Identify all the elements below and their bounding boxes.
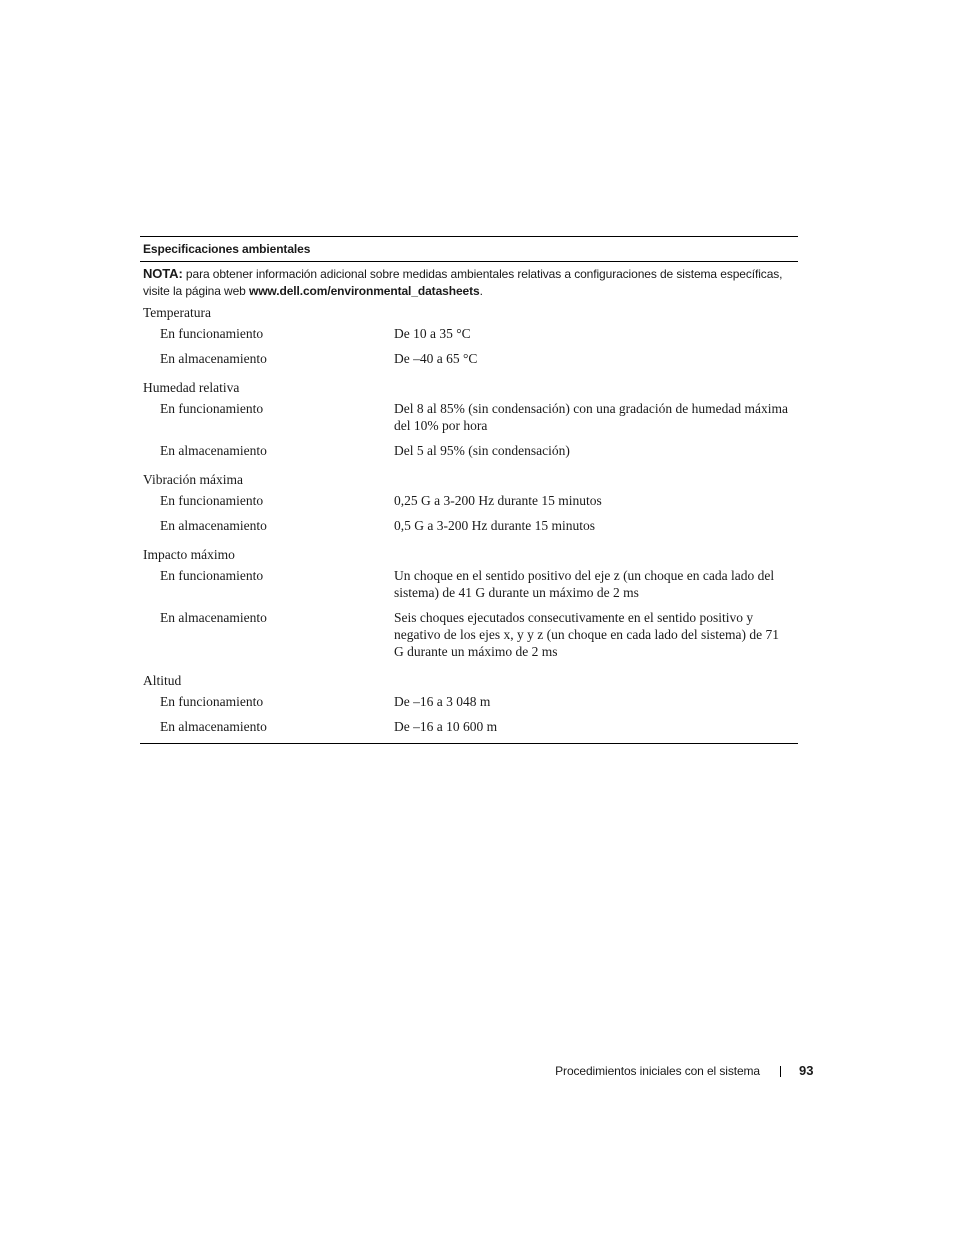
section-title: Altitud [143, 673, 182, 688]
table-row [140, 517, 798, 542]
section-title: Impacto máximo [143, 547, 235, 562]
row-label: En almacenamiento [160, 518, 267, 533]
table-title: Especificaciones ambientales [140, 237, 798, 262]
section-title: Temperatura [143, 305, 212, 320]
row-value: 0,5 G a 3-200 Hz durante 15 minutos [394, 518, 595, 533]
table-row [140, 567, 798, 609]
environmental-specs-table [140, 236, 798, 744]
row-value: Seis choques ejecutados consecutivamente en el sentido positivo y negativo de los ejes x, y y z (un choque en cada lado del sistema) de 71 G durante un máximo de 2 ms [394, 610, 780, 659]
row-label: En funcionamiento [160, 493, 264, 508]
row-value: Del 8 al 85% (sin condensación) con una gradación de humedad máxima del 10% por hora [394, 401, 788, 433]
table-row [140, 442, 798, 467]
section-vibracion-maxima [140, 467, 798, 542]
row-label: En funcionamiento [160, 568, 264, 583]
table-row [140, 693, 798, 718]
section-temperatura [140, 300, 798, 375]
table-row [140, 492, 798, 517]
section-title: Humedad relativa [143, 380, 240, 395]
row-value: Del 5 al 95% (sin condensación) [394, 443, 570, 458]
table-row [140, 325, 798, 350]
row-value: De 10 a 35 °C [394, 326, 471, 341]
section-title: Vibración máxima [143, 472, 244, 487]
footer-title: Procedimientos iniciales con el sistema [555, 1064, 760, 1078]
row-value: Un choque en el sentido positivo del eje z (un choque en cada lado del sistema) de 41 G durante un máximo de 2 ms [394, 568, 775, 600]
section-altitud [140, 668, 798, 743]
row-label: En almacenamiento [160, 610, 267, 625]
table-row [140, 400, 798, 442]
page-number: 93 [799, 1063, 814, 1078]
note-label: NOTA: [143, 266, 183, 281]
note-url: www.dell.com/environmental_datasheets [248, 284, 480, 298]
note-text: para obtener información adicional sobre medidas ambientales relativas a configuraciones de sistema específicas, visite la página web [143, 267, 783, 298]
row-label: En almacenamiento [160, 351, 267, 366]
row-value: De –16 a 3 048 m [394, 694, 491, 709]
row-label: En almacenamiento [160, 443, 267, 458]
page-footer [0, 1062, 954, 1080]
note-block [140, 262, 798, 300]
row-label: En funcionamiento [160, 694, 264, 709]
section-humedad-relativa [140, 375, 798, 467]
table-row [140, 350, 798, 375]
footer-separator [780, 1066, 781, 1077]
row-label: En funcionamiento [160, 326, 264, 341]
row-label: En funcionamiento [160, 401, 264, 416]
table-row [140, 609, 798, 668]
note-end: . [479, 284, 483, 298]
section-impacto-maximo [140, 542, 798, 668]
row-value: De –40 a 65 °C [394, 351, 478, 366]
row-label: En almacenamiento [160, 719, 267, 734]
table-row [140, 718, 798, 743]
row-value: 0,25 G a 3-200 Hz durante 15 minutos [394, 493, 602, 508]
row-value: De –16 a 10 600 m [394, 719, 498, 734]
